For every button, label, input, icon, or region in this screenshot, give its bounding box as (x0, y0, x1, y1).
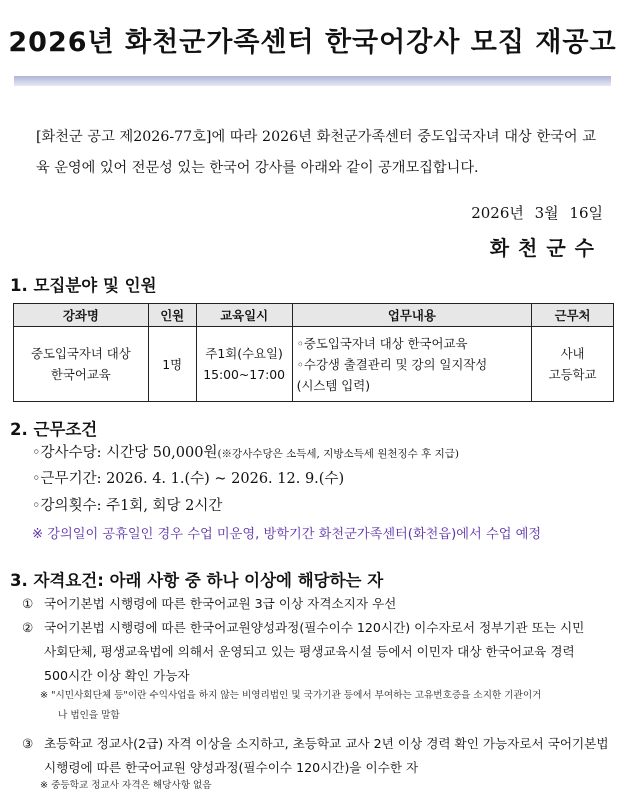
course-line: 중도입국자녀 대상 (31, 346, 131, 361)
header-workplace: 근무처 (532, 304, 614, 327)
item-number: ③ (22, 736, 34, 751)
intro-paragraph: [화천군 공고 제2026-77호]에 따라 2026년 화천군가족센터 중도입국자녀 대상 한국어 교육 운영에 있어 전문성 있는 한국어 강사를 아래와 같이 공개모집합니다. (36, 129, 596, 176)
section1-heading: 1. 모집분야 및 인원 (10, 276, 157, 295)
workplace-line: 사내 (560, 346, 585, 361)
frequency-condition: ◦강의횟수: 주1회, 회당 2시간 (32, 498, 223, 514)
section2-heading: 2. 근무조건 (10, 420, 98, 439)
requirement-line: 국어기본법 시행령에 따른 한국어교원양성과정(필수이수 120시간) 이수자로서 정부기관 또는 시민 (44, 620, 585, 635)
requirement-line: 초등학교 정교사(2급) 자격 이상을 소지하고, 초등학교 교사 2년 이상 경력 확인 가능자로서 국어기본법 (44, 736, 609, 751)
item-number: ① (22, 596, 34, 611)
item2-note-line1: ※ "시민사회단체 등"이란 수익사업을 하지 않는 비영리법인 및 국가기관 등에서 부여하는 고유번호증을 소지한 기관이거 (40, 690, 542, 701)
course-line: 한국어교육 (50, 367, 111, 382)
item2-note-line2: 나 법인을 말함 (58, 710, 120, 721)
notice-date: 2026년 3월 16일 (471, 204, 603, 222)
workplace-line: 고등학교 (548, 367, 597, 382)
item3-note: ※ 중등학교 정교사 자격은 해당사항 없음 (40, 780, 212, 791)
cell-count: 1명 (148, 327, 196, 402)
requirement-line: 시행령에 따른 한국어교원 양성과정(필수이수 120시간)을 이수한 자 (44, 760, 419, 775)
header-duty: 업무내용 (292, 304, 531, 327)
header-schedule: 교육일시 (196, 304, 292, 327)
title-underline-bar (14, 76, 611, 86)
header-course: 강좌명 (14, 304, 149, 327)
item-number: ② (22, 620, 34, 635)
cell-workplace (532, 327, 614, 402)
page-title: 2026년 화천군가족센터 한국어강사 모집 재공고 (8, 27, 617, 58)
duty-line: (시스템 입력) (296, 377, 371, 393)
period-condition: ◦근무기간: 2026. 4. 1.(수) ~ 2026. 12. 9.(수) (32, 471, 345, 487)
table-header-row (14, 304, 614, 327)
requirement-line: 사회단체, 평생교육법에 의해서 운영되고 있는 평생교육시설 등에서 이민자 대상 한국어교육 경력 (44, 644, 575, 659)
pay-text: ◦강사수당: 시간당 50,000원 (32, 445, 218, 461)
requirement-text (44, 732, 625, 780)
requirement-text: 국어기본법 시행령에 따른 한국어교원 3급 이상 자격소지자 우선 (44, 596, 397, 611)
section3-heading: 3. 자격요건: 아래 사항 중 하나 이상에 해당하는 자 (10, 571, 384, 590)
requirement-line: 500시간 이상 확인 가능자 (44, 668, 190, 683)
schedule-line: 15:00~17:00 (203, 367, 286, 382)
duty-line: ◦수강생 출결관리 및 강의 일지작성 (296, 356, 488, 372)
requirement-text (44, 616, 625, 688)
recruitment-table (13, 303, 614, 402)
cell-duty (292, 327, 531, 402)
pay-condition (32, 441, 459, 462)
cell-schedule (196, 327, 292, 402)
table-row (14, 327, 614, 402)
header-count: 인원 (148, 304, 196, 327)
duty-line: ◦중도입국자녀 대상 한국어교육 (296, 335, 468, 351)
holiday-notice: ※ 강의일이 공휴일인 경우 수업 미운영, 방학기간 화천군가족센터(화천읍)에서 수업 예정 (32, 527, 542, 542)
schedule-line: 주1회(수요일) (205, 346, 283, 361)
issuer-name: 화천군수 (489, 236, 603, 260)
pay-note: (※강사수당은 소득세, 지방소득세 원천징수 후 지급) (217, 448, 460, 460)
cell-course (14, 327, 149, 402)
